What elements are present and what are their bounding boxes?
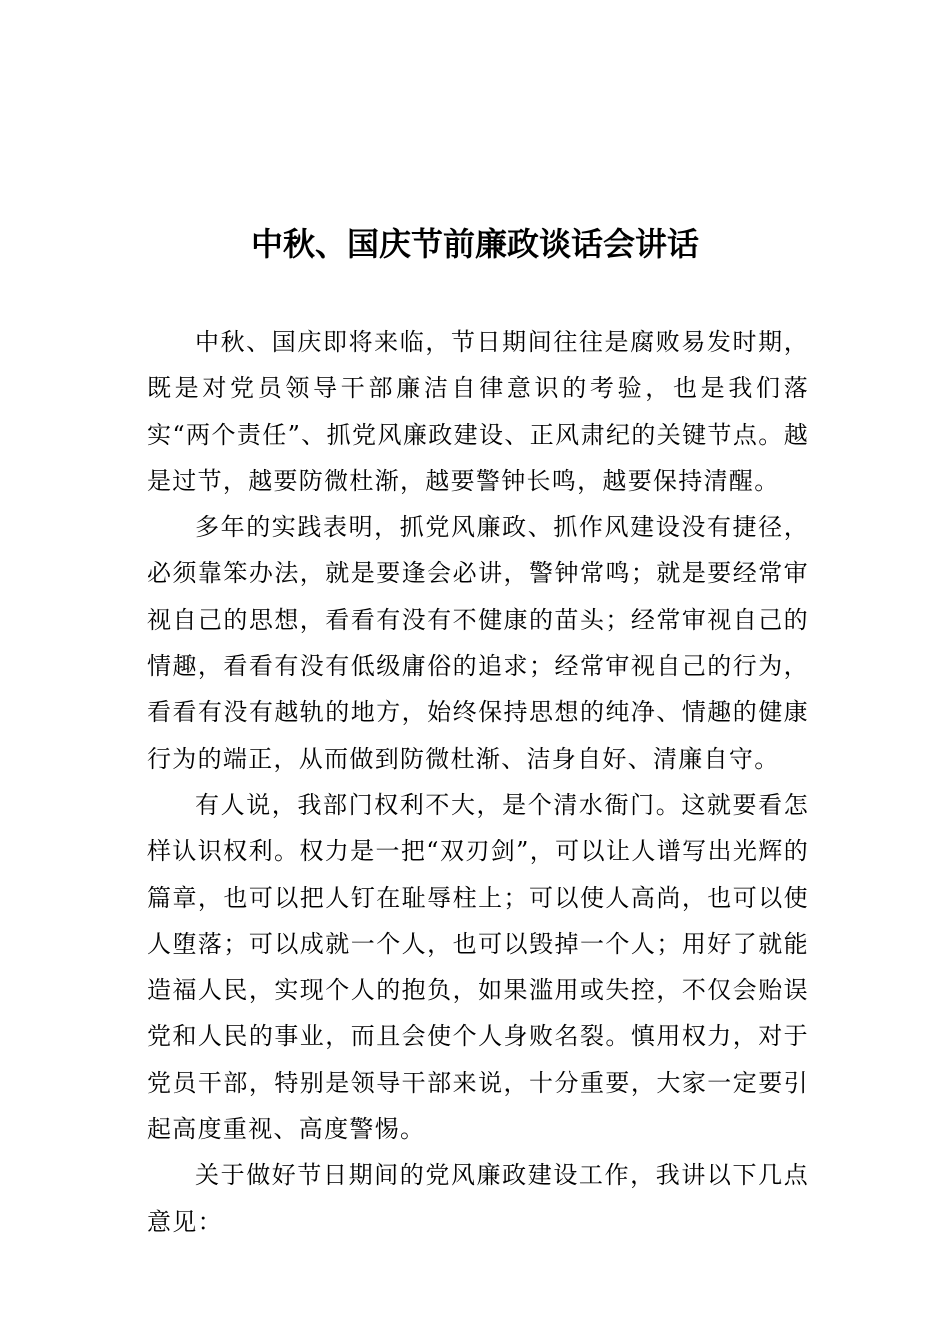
document-body [147, 319, 809, 1245]
paragraph-3: 有人说，我部门权利不大，是个清水衙门。这就要看怎样认识权利。权力是一把“双刃剑”，可以让人谱写出光辉的篇章，也可以把人钉在耻辱柱上；可以使人高尚，也可以使人堕落；可以成就一个人，也可以毁掉一个人；用好了就能造福人民，实现个人的抱负，如果滥用或失控，不仅会贻误党和人民的事业，而且会使个人身败名裂。慎用权力，对于党员干部，特别是领导干部来说，十分重要，大家一定要引起高度重视、高度警惕。 [147, 790, 809, 1144]
paragraph-1: 中秋、国庆即将来临，节日期间往往是腐败易发时期，既是对党员领导干部廉洁自律意识的考验，也是我们落实“两个责任”、抓党风廉政建设、正风肃纪的关键节点。越是过节，越要防微杜渐，越要警钟长鸣，越要保持清醒。 [147, 328, 809, 495]
document-title: 中秋、国庆节前廉政谈话会讲话 [250, 225, 699, 263]
paragraph-4: 关于做好节日期间的党风廉政建设工作，我讲以下几点意见： [147, 1161, 809, 1236]
paragraph-2: 多年的实践表明，抓党风廉政、抓作风建设没有捷径，必须靠笨办法，就是要逢会必讲，警钟常鸣；就是要经常审视自己的思想，看看有没有不健康的苗头；经常审视自己的情趣，看看有没有低级庸俗的追求；经常审视自己的行为，看看有没有越轨的地方，始终保持思想的纯净、情趣的健康行为的端正，从而做到防微杜渐、洁身自好、清廉自守。 [147, 513, 809, 773]
